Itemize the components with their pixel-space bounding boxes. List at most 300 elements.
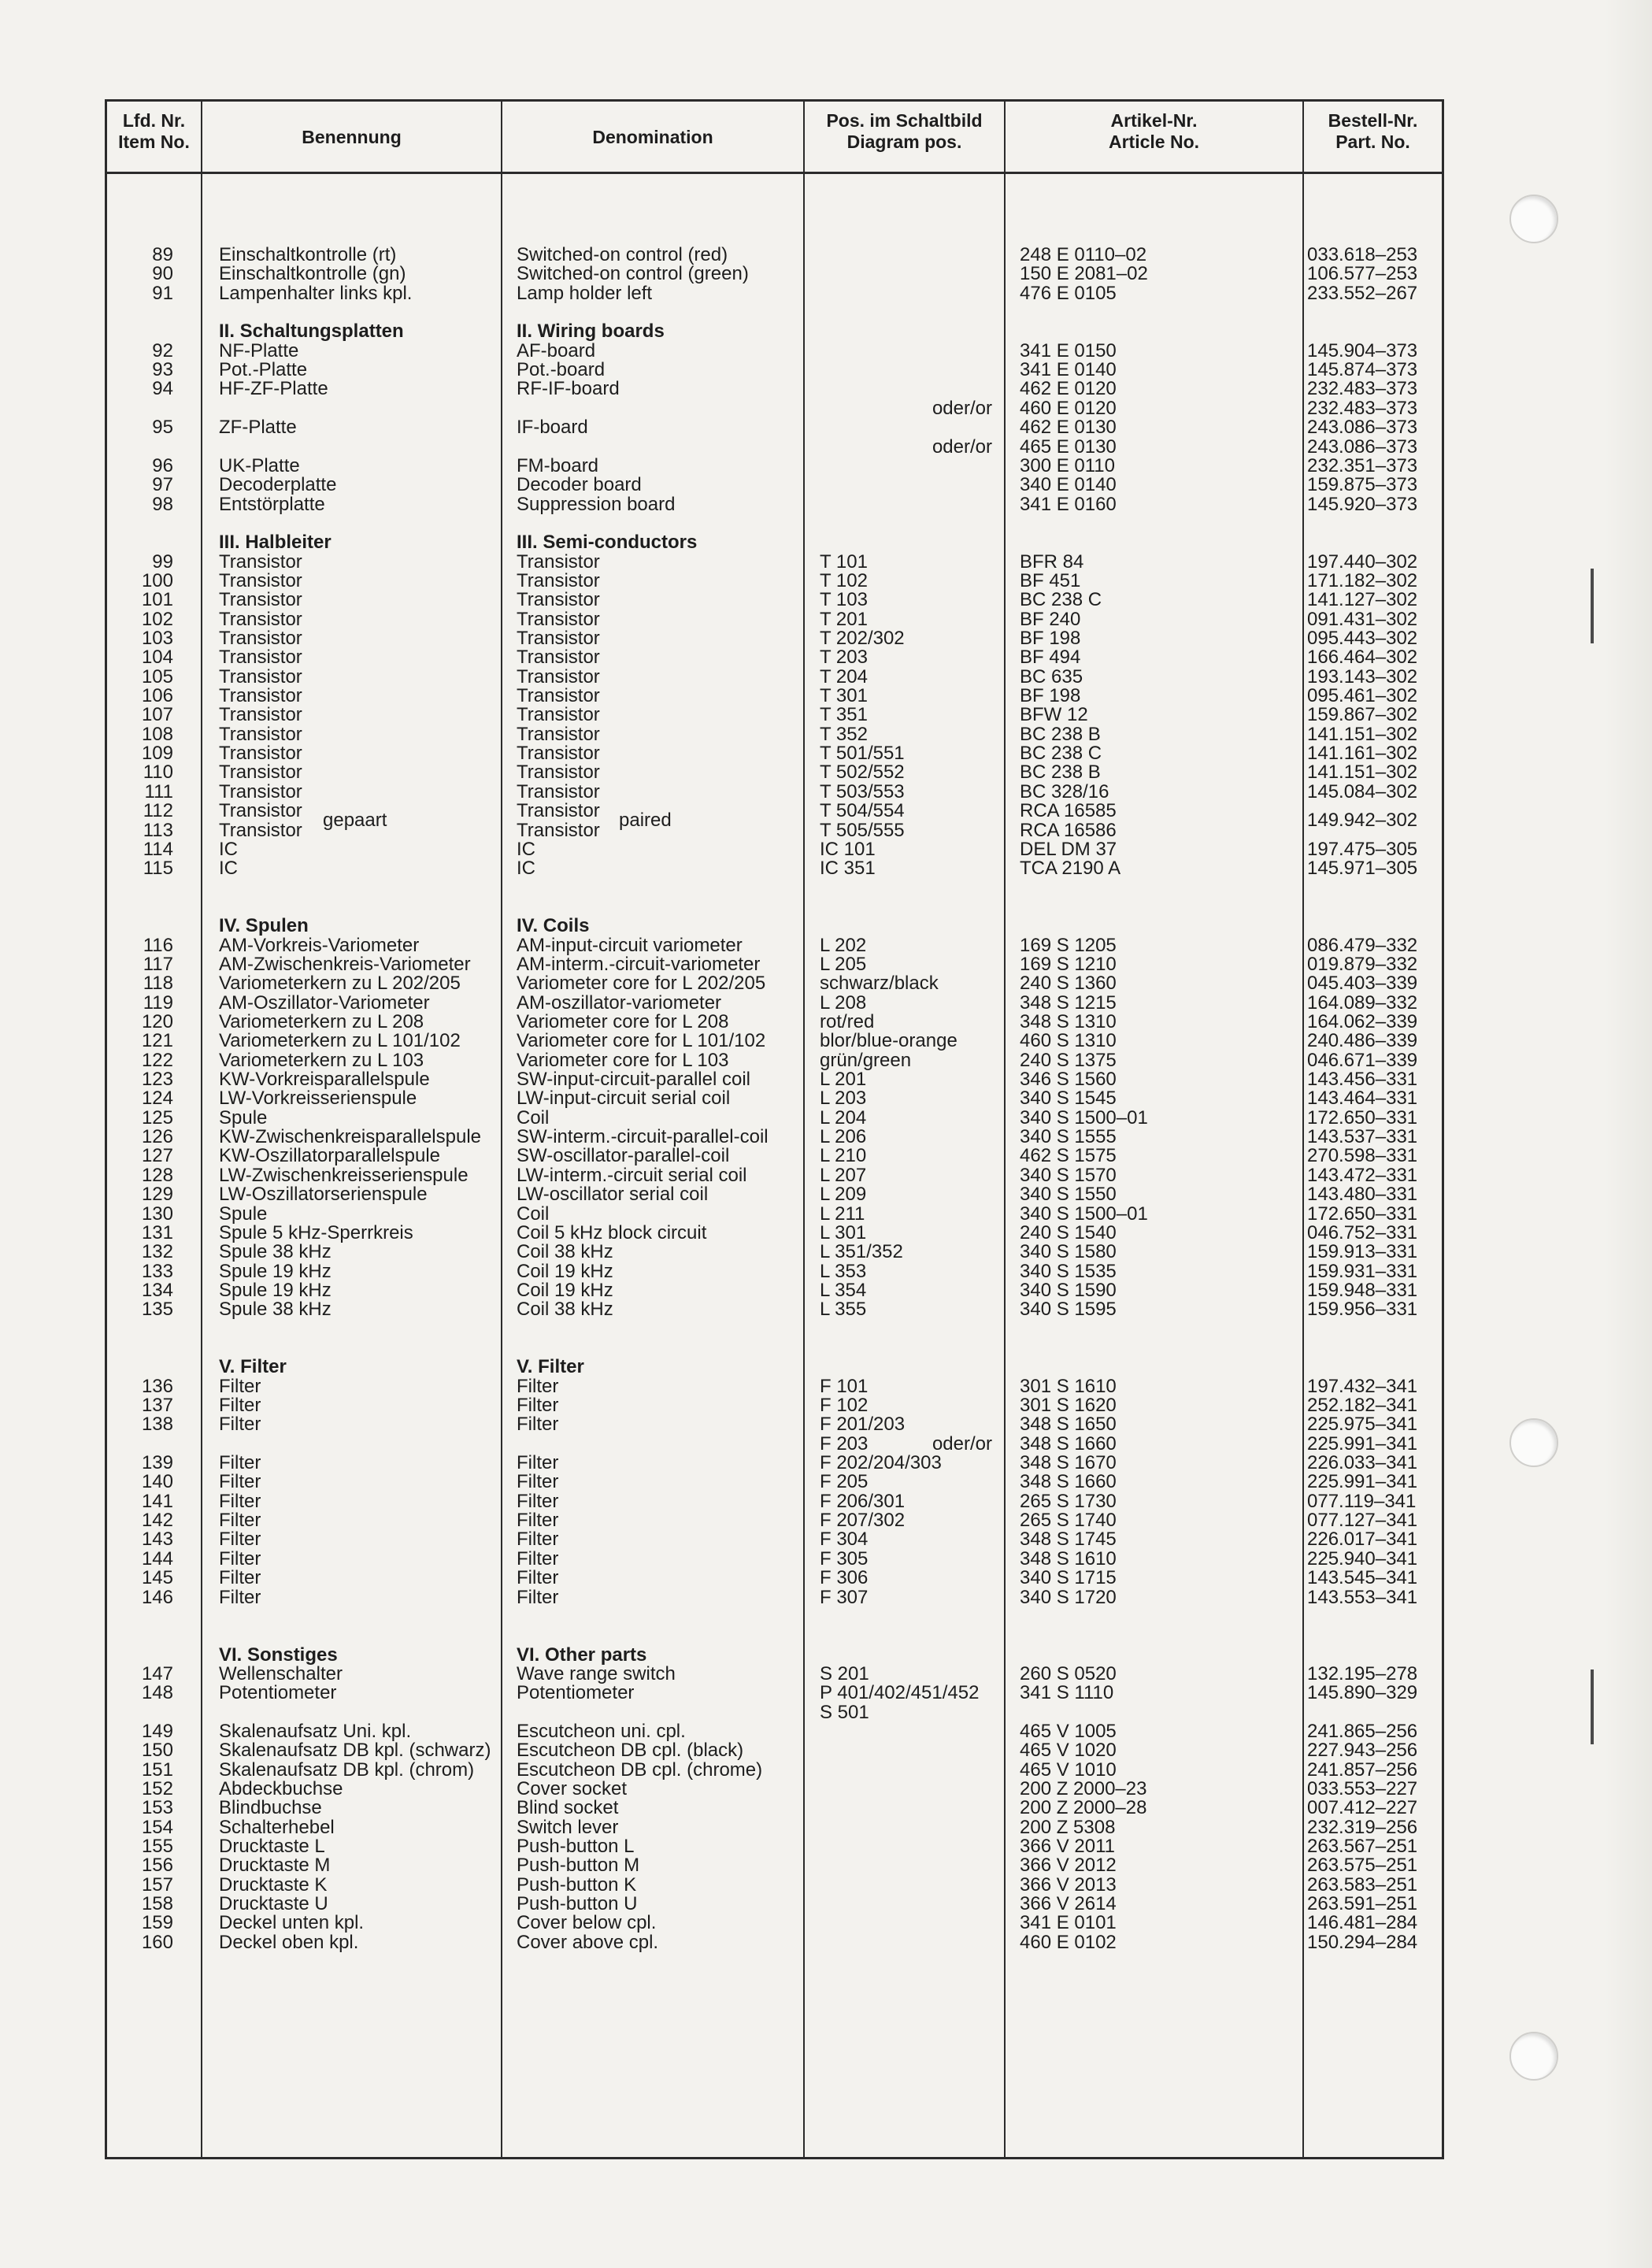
table-row	[0, 1377, 1652, 1396]
header-item-no: Lfd. Nr. Item No.	[118, 110, 190, 152]
part-no-cell: 270.598–331	[1307, 1145, 1418, 1167]
article-no-cell: 200 Z 2000–28	[1020, 1797, 1147, 1819]
article-no-cell: 465 V 1020	[1020, 1740, 1117, 1762]
denomination-cell: Push-button K	[517, 1873, 637, 1896]
part-no-cell: 263.567–251	[1307, 1836, 1418, 1858]
item-number: 131	[141, 1221, 173, 1243]
part-no-cell: 225.991–341	[1307, 1432, 1418, 1455]
item-number: 122	[141, 1049, 173, 1071]
alternative-note: oder/or	[932, 397, 992, 419]
table-row	[0, 1013, 1652, 1032]
part-no-cell: 232.319–256	[1307, 1816, 1418, 1838]
table-row	[0, 1473, 1652, 1492]
table-row	[0, 1281, 1652, 1300]
benennung-cell: V. Filter	[219, 1356, 287, 1378]
denomination-cell: IF-board	[517, 417, 588, 439]
part-no-cell: 225.991–341	[1307, 1471, 1418, 1493]
article-no-cell: TCA 2190 A	[1020, 858, 1121, 880]
article-no-cell: 348 S 1215	[1020, 991, 1117, 1014]
part-no-cell: 263.583–251	[1307, 1873, 1418, 1896]
item-number: 153	[141, 1797, 173, 1819]
item-number: 134	[141, 1279, 173, 1301]
table-row	[0, 454, 1652, 476]
denomination-cell: Push-button L	[517, 1836, 635, 1858]
denomination-cell: Blind socket	[517, 1797, 619, 1819]
article-no-cell: 340 S 1595	[1020, 1299, 1117, 1321]
denomination-cell: Cover socket	[517, 1778, 628, 1799]
denomination-cell: SW-interm.-circuit-parallel-coil	[517, 1126, 769, 1148]
diagram-pos-cell: L 355	[820, 1299, 867, 1321]
denomination-cell: Push-button M	[517, 1855, 640, 1877]
article-no-cell: 200 Z 5308	[1020, 1816, 1116, 1838]
item-number: 125	[141, 1106, 173, 1128]
diagram-pos-cell: T 351	[820, 704, 868, 726]
item-number: 126	[141, 1126, 173, 1148]
denomination-cell: III. Semi-conductors	[517, 532, 698, 554]
table-row	[0, 1070, 1652, 1089]
benennung-cell: Spule 38 kHz	[219, 1299, 332, 1321]
benennung-cell: Drucktaste U	[219, 1893, 328, 1915]
benennung-cell: Blindbuchse	[219, 1797, 322, 1819]
diagram-pos-cell: S 201	[820, 1662, 869, 1684]
item-number: 115	[143, 858, 173, 880]
benennung-cell: KW-Oszillatorparallelspule	[219, 1145, 440, 1167]
part-no-cell: 263.591–251	[1307, 1893, 1418, 1915]
benennung-cell: Transistor	[219, 723, 302, 745]
denomination-cell: Wave range switch	[517, 1662, 676, 1684]
item-number: 101	[141, 589, 173, 611]
article-no-cell: 341 E 0150	[1020, 339, 1117, 361]
table-row	[0, 1684, 1652, 1703]
benennung-cell: Potentiometer	[219, 1682, 337, 1704]
denomination-cell: Decoder board	[517, 474, 642, 496]
diagram-pos-cell: T 201	[820, 608, 868, 630]
table-row	[0, 706, 1652, 724]
item-number: 110	[143, 762, 173, 784]
benennung-cell: IC	[219, 838, 238, 860]
article-no-cell: 348 S 1745	[1020, 1529, 1117, 1551]
table-row	[0, 936, 1652, 955]
benennung-cell: Spule 19 kHz	[219, 1260, 332, 1282]
table-row	[0, 1547, 1652, 1569]
item-number: 95	[152, 417, 173, 439]
item-number: 93	[152, 359, 173, 381]
article-no-cell: 348 S 1310	[1020, 1011, 1117, 1032]
benennung-cell: Variometerkern zu L 202/205	[219, 973, 461, 995]
diagram-pos-cell: F 201/203	[820, 1414, 906, 1436]
part-no-cell: 159.931–331	[1307, 1260, 1418, 1282]
benennung-cell: Transistor	[219, 762, 302, 784]
part-no-cell: 141.127–302	[1307, 589, 1418, 611]
table-row	[0, 974, 1652, 993]
table-row	[0, 1454, 1652, 1473]
denomination-cell: Filter	[517, 1510, 559, 1532]
part-no-cell: 149.942–302	[1307, 810, 1418, 832]
article-no-cell: 340 S 1715	[1020, 1567, 1117, 1589]
table-row	[0, 648, 1652, 667]
item-number: 98	[152, 493, 173, 515]
part-no-cell: 226.017–341	[1307, 1529, 1418, 1551]
diagram-pos-cell: F 305	[820, 1547, 869, 1569]
table-row	[0, 763, 1652, 782]
benennung-cell: Pot.-Platte	[219, 359, 308, 381]
table-row	[0, 1262, 1652, 1281]
diagram-pos-cell: T 101	[820, 550, 868, 573]
table-row	[0, 1166, 1652, 1185]
denomination-cell: Variometer core for L 101/102	[517, 1030, 766, 1052]
diagram-pos-cell: blor/blue-orange	[820, 1030, 957, 1052]
denomination-cell: Transistor	[517, 685, 600, 707]
benennung-cell: Filter	[219, 1395, 261, 1416]
part-no-cell: 164.089–332	[1307, 991, 1418, 1014]
header-part-no: Bestell-Nr. Part. No.	[1328, 110, 1418, 152]
denomination-cell: Filter	[517, 1395, 559, 1416]
article-no-cell: 346 S 1560	[1020, 1069, 1117, 1091]
denomination-cell: Filter	[517, 1414, 559, 1436]
benennung-cell: Filter	[219, 1375, 261, 1397]
article-no-cell: BC 328/16	[1020, 780, 1109, 802]
part-no-cell: 145.920–373	[1307, 493, 1418, 515]
article-no-cell: 248 E 0110–02	[1020, 244, 1147, 265]
article-no-cell: 341 E 0160	[1020, 493, 1117, 515]
diagram-pos-cell: F 202/204/303	[820, 1452, 942, 1474]
item-number: 114	[143, 838, 173, 860]
benennung-cell: UK-Platte	[219, 454, 300, 476]
part-no-cell: 033.553–227	[1307, 1778, 1418, 1799]
item-number: 146	[141, 1586, 173, 1608]
table-row	[0, 361, 1652, 380]
table-row	[0, 1511, 1652, 1530]
denomination-cell: Transistor	[517, 723, 600, 745]
part-no-cell: 263.575–251	[1307, 1855, 1418, 1877]
item-number: 89	[152, 244, 173, 265]
denomination-cell: Coil	[517, 1203, 550, 1225]
item-number: 118	[143, 973, 173, 995]
section-heading	[0, 533, 1652, 552]
table-row	[0, 550, 1652, 573]
benennung-cell: Filter	[219, 1586, 261, 1608]
alternative-note: oder/or	[932, 435, 992, 458]
table-row	[0, 1662, 1652, 1684]
part-no-cell: 033.618–253	[1307, 244, 1418, 265]
benennung-cell: ZF-Platte	[219, 417, 297, 439]
article-no-cell: BF 494	[1020, 647, 1081, 669]
benennung-cell: Spule 5 kHz-Sperrkreis	[219, 1221, 413, 1243]
diagram-pos-cell: T 102	[820, 569, 868, 591]
article-no-cell: 340 E 0140	[1020, 474, 1117, 496]
benennung-cell: Transistor	[219, 704, 302, 726]
part-no-cell: 095.443–302	[1307, 628, 1418, 649]
article-no-cell: 465 V 1010	[1020, 1758, 1117, 1781]
part-no-cell: 225.940–341	[1307, 1547, 1418, 1569]
article-no-cell: 240 S 1540	[1020, 1221, 1117, 1243]
diagram-pos-cell: F 203	[820, 1432, 869, 1455]
denomination-cell: IV. Coils	[517, 915, 590, 937]
part-no-cell: 193.143–302	[1307, 665, 1418, 687]
benennung-cell: Transistor	[219, 569, 302, 591]
diagram-pos-cell: F 306	[820, 1567, 869, 1589]
benennung-cell: Einschaltkontrolle (rt)	[219, 244, 397, 265]
section-heading	[0, 1358, 1652, 1377]
article-no-cell: 340 S 1720	[1020, 1586, 1117, 1608]
denomination-cell: SW-oscillator-parallel-coil	[517, 1145, 730, 1167]
part-no-cell: 226.033–341	[1307, 1452, 1418, 1474]
table-row	[0, 1873, 1652, 1896]
part-no-cell: 241.865–256	[1307, 1720, 1418, 1742]
item-number: 113	[143, 819, 173, 841]
part-no-cell: 095.461–302	[1307, 685, 1418, 707]
part-no-cell: 143.537–331	[1307, 1126, 1418, 1148]
denomination-cell: Lamp holder left	[517, 282, 653, 304]
denomination-cell: Escutcheon uni. cpl.	[517, 1720, 686, 1742]
table-row	[0, 1569, 1652, 1588]
header-benennung: Benennung	[302, 127, 402, 147]
table-row	[0, 610, 1652, 629]
diagram-pos-cell: F 207/302	[820, 1510, 906, 1532]
article-no-cell: 240 S 1375	[1020, 1049, 1117, 1071]
benennung-cell: Entstörplatte	[219, 493, 325, 515]
diagram-pos-cell: L 203	[820, 1088, 867, 1110]
diagram-pos-cell: T 203	[820, 647, 868, 669]
part-no-cell: 252.182–341	[1307, 1395, 1418, 1416]
part-no-cell: 172.650–331	[1307, 1203, 1418, 1225]
denomination-cell: Transistor	[517, 800, 600, 822]
item-number: 96	[152, 454, 173, 476]
table-row	[0, 1205, 1652, 1224]
part-no-cell: 197.440–302	[1307, 550, 1418, 573]
part-no-cell: 171.182–302	[1307, 569, 1418, 591]
table-row	[0, 687, 1652, 706]
part-no-cell: 007.412–227	[1307, 1797, 1418, 1819]
denomination-cell: Filter	[517, 1471, 559, 1493]
part-no-cell: 141.151–302	[1307, 762, 1418, 784]
article-no-cell: BF 451	[1020, 569, 1081, 591]
article-no-cell: 200 Z 2000–23	[1020, 1778, 1147, 1799]
part-no-cell: 143.456–331	[1307, 1069, 1418, 1091]
item-number: 107	[141, 704, 173, 726]
part-no-cell: 146.481–284	[1307, 1912, 1418, 1934]
diagram-pos-cell: schwarz/black	[820, 973, 939, 995]
denomination-cell: Variometer core for L 208	[517, 1011, 729, 1032]
table-row	[0, 265, 1652, 284]
article-no-cell: 366 V 2614	[1020, 1893, 1117, 1915]
item-number: 112	[143, 800, 173, 822]
table-row	[0, 1588, 1652, 1607]
part-no-cell: 159.948–331	[1307, 1279, 1418, 1301]
item-number: 104	[141, 647, 173, 669]
benennung-cell: Filter	[219, 1567, 261, 1589]
item-number: 154	[141, 1816, 173, 1838]
item-number: 155	[141, 1836, 173, 1858]
table-row	[0, 591, 1652, 610]
benennung-cell: KW-Vorkreisparallelspule	[219, 1069, 430, 1091]
item-number: 143	[141, 1529, 173, 1551]
item-number: 127	[141, 1145, 173, 1167]
part-no-cell: 143.480–331	[1307, 1184, 1418, 1206]
table-row	[0, 725, 1652, 744]
diagram-pos-cell: L 208	[820, 991, 867, 1014]
benennung-cell: Variometerkern zu L 103	[219, 1049, 424, 1071]
part-no-cell: 145.890–329	[1307, 1682, 1418, 1704]
article-no-cell: 348 S 1660	[1020, 1432, 1117, 1455]
table-row	[0, 1837, 1652, 1856]
table-row	[0, 1106, 1652, 1128]
denomination-cell: Transistor	[517, 762, 600, 784]
table-row	[0, 1914, 1652, 1933]
benennung-cell: Transistor	[219, 743, 302, 765]
denomination-cell: Transistor	[517, 589, 600, 611]
benennung-cell: Transistor	[219, 550, 302, 573]
table-row	[0, 418, 1652, 437]
article-no-cell: 340 S 1590	[1020, 1279, 1117, 1301]
item-number: 121	[141, 1030, 173, 1052]
part-no-cell: 143.472–331	[1307, 1164, 1418, 1186]
table-row	[0, 399, 1652, 418]
part-no-cell: 241.857–256	[1307, 1758, 1418, 1781]
benennung-cell: KW-Zwischenkreisparallelspule	[219, 1126, 482, 1148]
item-number: 136	[141, 1375, 173, 1397]
table-row	[0, 1185, 1652, 1204]
article-no-cell: 340 S 1550	[1020, 1184, 1117, 1206]
diagram-pos-cell: T 502/552	[820, 762, 905, 784]
denomination-cell: VI. Other parts	[517, 1644, 647, 1666]
table-row	[0, 1895, 1652, 1914]
article-no-cell: BFR 84	[1020, 550, 1084, 573]
article-no-cell: 340 S 1570	[1020, 1164, 1117, 1186]
item-number: 103	[141, 628, 173, 649]
benennung-cell: Transistor	[219, 628, 302, 649]
item-number: 116	[143, 934, 173, 956]
denomination-cell: LW-input-circuit serial coil	[517, 1088, 731, 1110]
diagram-pos-cell: L 204	[820, 1106, 867, 1128]
part-no-cell: 227.943–256	[1307, 1740, 1418, 1762]
table-row	[0, 1128, 1652, 1147]
item-number: 151	[141, 1758, 173, 1781]
item-number: 99	[152, 550, 173, 573]
benennung-cell: Spule 38 kHz	[219, 1241, 332, 1263]
denomination-cell: Filter	[517, 1529, 559, 1551]
part-no-cell: 197.432–341	[1307, 1375, 1418, 1397]
benennung-cell: Skalenaufsatz DB kpl. (chrom)	[219, 1758, 475, 1781]
article-no-cell: RCA 16586	[1020, 819, 1117, 841]
article-no-cell: 460 E 0120	[1020, 397, 1117, 419]
denomination-cell: Transistor	[517, 608, 600, 630]
article-no-cell: 340 S 1500–01	[1020, 1106, 1148, 1128]
item-number: 111	[144, 780, 173, 802]
benennung-cell: III. Halbleiter	[219, 532, 332, 554]
item-number: 147	[141, 1662, 173, 1684]
table-row	[0, 1147, 1652, 1166]
item-number: 148	[141, 1682, 173, 1704]
benennung-cell: Filter	[219, 1471, 261, 1493]
benennung-cell: Filter	[219, 1529, 261, 1551]
benennung-cell: Spule 19 kHz	[219, 1279, 332, 1301]
table-row	[0, 1722, 1652, 1741]
benennung-cell: Spule	[219, 1203, 268, 1225]
table-row	[0, 1089, 1652, 1108]
table-row	[0, 1703, 1652, 1722]
item-number: 152	[141, 1778, 173, 1799]
item-number: 142	[141, 1510, 173, 1532]
article-no-cell: 169 S 1205	[1020, 934, 1117, 956]
diagram-pos-cell: IC 351	[820, 858, 876, 880]
denomination-cell: Coil 19 kHz	[517, 1279, 613, 1301]
article-no-cell: BF 198	[1020, 685, 1081, 707]
part-no-cell: 197.475–305	[1307, 838, 1418, 860]
benennung-cell: Transistor	[219, 608, 302, 630]
table-row	[0, 629, 1652, 648]
denomination-cell: V. Filter	[517, 1356, 584, 1378]
benennung-cell: Decoderplatte	[219, 474, 337, 496]
benennung-cell: Transistor	[219, 780, 302, 802]
item-number: 132	[141, 1241, 173, 1263]
article-no-cell: BC 238 C	[1020, 589, 1102, 611]
part-no-cell: 019.879–332	[1307, 953, 1418, 975]
article-no-cell: 340 S 1500–01	[1020, 1203, 1148, 1225]
benennung-cell: Deckel oben kpl.	[219, 1931, 359, 1953]
part-no-cell: 106.577–253	[1307, 263, 1418, 285]
article-no-cell: 366 V 2011	[1020, 1836, 1115, 1858]
denomination-cell: Coil 19 kHz	[517, 1260, 613, 1282]
part-no-cell: 145.971–305	[1307, 858, 1418, 880]
denomination-cell: Suppression board	[517, 493, 676, 515]
paired-note: gepaart	[323, 810, 387, 832]
article-no-cell: BFW 12	[1020, 704, 1088, 726]
denomination-cell: AM-input-circuit variometer	[517, 934, 743, 956]
section-heading	[0, 322, 1652, 341]
denomination-cell: Push-button U	[517, 1893, 638, 1915]
denomination-cell: Escutcheon DB cpl. (black)	[517, 1740, 744, 1762]
table-row	[0, 1051, 1652, 1070]
item-number: 92	[152, 339, 173, 361]
diagram-pos-cell: L 351/352	[820, 1241, 903, 1263]
denomination-cell: Filter	[517, 1490, 559, 1512]
table-row	[0, 569, 1652, 591]
part-no-cell: 164.062–339	[1307, 1011, 1418, 1032]
article-no-cell: 265 S 1740	[1020, 1510, 1117, 1532]
part-no-cell: 159.913–331	[1307, 1241, 1418, 1263]
article-no-cell: BC 238 B	[1020, 723, 1101, 745]
table-row	[0, 476, 1652, 495]
item-number: 135	[141, 1299, 173, 1321]
denomination-cell: Transistor	[517, 550, 600, 573]
item-number: 130	[141, 1203, 173, 1225]
article-no-cell: 340 S 1555	[1020, 1126, 1117, 1148]
diagram-pos-cell: T 352	[820, 723, 868, 745]
diagram-pos-cell: T 504/554	[820, 800, 905, 822]
part-no-cell: 045.403–339	[1307, 973, 1418, 995]
article-no-cell: 465 E 0130	[1020, 435, 1117, 458]
table-row	[0, 284, 1652, 303]
punch-hole	[1509, 195, 1558, 243]
denomination-cell: LW-interm.-circuit serial coil	[517, 1164, 747, 1186]
denomination-cell: Coil 38 kHz	[517, 1299, 613, 1321]
benennung-cell: Transistor	[219, 647, 302, 669]
denomination-cell: Transistor	[517, 743, 600, 765]
denomination-cell: AF-board	[517, 339, 596, 361]
benennung-cell: Filter	[219, 1510, 261, 1532]
diagram-pos-cell: S 501	[820, 1701, 869, 1723]
table-row	[0, 1396, 1652, 1415]
article-no-cell: 300 E 0110	[1020, 454, 1115, 476]
denomination-cell: Cover below cpl.	[517, 1912, 657, 1934]
benennung-cell: AM-Vorkreis-Variometer	[219, 934, 420, 956]
article-no-cell: 341 S 1110	[1020, 1682, 1114, 1704]
table-row	[0, 1243, 1652, 1262]
part-no-cell: 233.552–267	[1307, 282, 1418, 304]
part-no-cell: 091.431–302	[1307, 608, 1418, 630]
article-no-cell: 348 S 1670	[1020, 1452, 1117, 1474]
